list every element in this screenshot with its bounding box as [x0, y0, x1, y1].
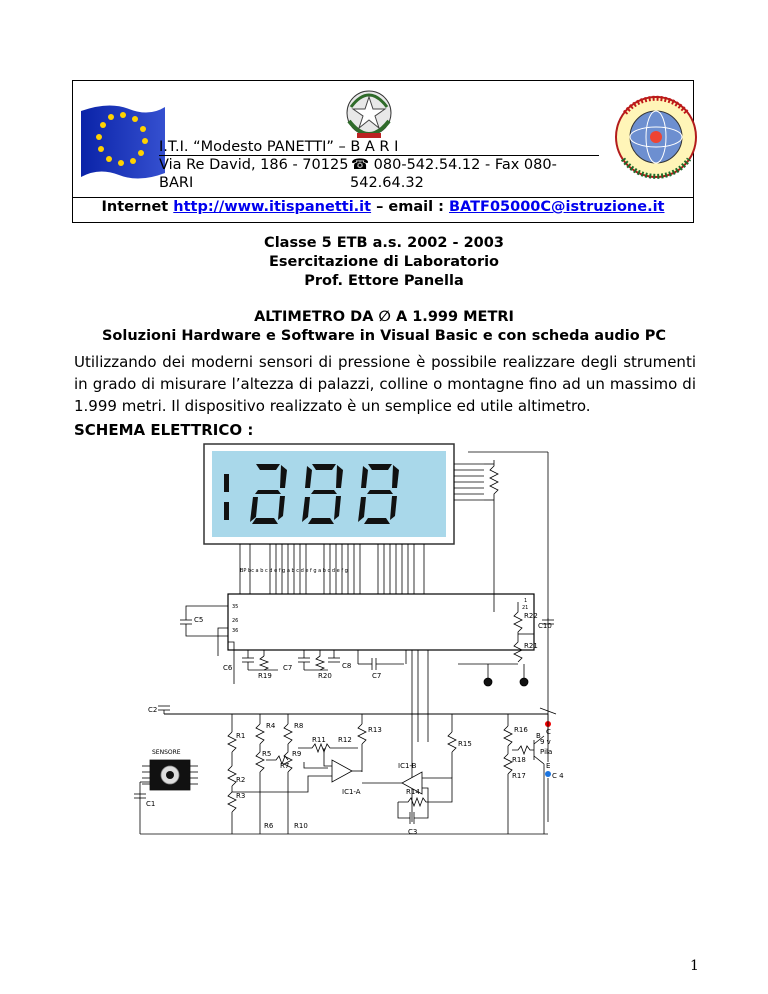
intro-paragraph: Utilizzando dei moderni sensori di pressione è possibile realizzare degli strumenti in grado di misurare l’altezza di palazzi, colline o montagne fino ad un massimo di 1.999 metri. Il dispositivo realizzato è un semplice ed utile altimetro.	[74, 353, 696, 415]
course-teacher: Prof. Ettore Panella	[304, 273, 464, 289]
svg-text:C10: C10	[538, 622, 552, 630]
svg-text:IC1-B: IC1-B	[398, 762, 417, 770]
phone-fax-line-1: ☎ 080-542.54.12 - Fax 080-	[351, 157, 557, 173]
svg-text:R21: R21	[524, 642, 538, 650]
address-line-1: Via Re David, 186 - 70125	[159, 157, 349, 173]
svg-text:C: C	[546, 728, 551, 736]
svg-text:C1: C1	[146, 800, 156, 808]
header-rule	[73, 197, 693, 198]
page-number: 1	[690, 958, 699, 974]
letterhead	[72, 80, 694, 223]
circuit-schematic	[128, 442, 564, 840]
svg-text:C8: C8	[342, 662, 352, 670]
svg-text:R9: R9	[292, 750, 302, 758]
svg-text:R2: R2	[236, 776, 246, 784]
svg-text:C3: C3	[408, 828, 418, 836]
svg-text:IC1-A: IC1-A	[342, 788, 361, 796]
svg-text:R14: R14	[406, 788, 420, 796]
svg-text:R15: R15	[458, 740, 472, 748]
battery-label: Pila	[540, 748, 553, 756]
course-activity: Esercitazione di Laboratorio	[268, 254, 500, 270]
svg-text:R12: R12	[338, 736, 352, 744]
svg-text:BP bc a b c d e f g a: BP bc a b c d e f g a b c d e f g a b c d e f g	[240, 568, 348, 574]
school-logo-icon	[613, 89, 699, 185]
svg-text:R13: R13	[368, 726, 382, 734]
pressure-sensor-icon	[142, 760, 198, 790]
svg-text:R4: R4	[266, 722, 276, 730]
internet-label: Internet	[101, 199, 174, 215]
svg-text:R20: R20	[318, 672, 332, 680]
svg-text:C7: C7	[372, 672, 382, 680]
svg-text:C7: C7	[283, 664, 293, 672]
svg-text:36: 36	[232, 628, 239, 634]
address-line-2: BARI	[159, 175, 194, 191]
italian-republic-emblem-icon	[343, 87, 395, 143]
document-title: ALTIMETRO DA ∅ A 1.999 METRI	[254, 309, 514, 325]
svg-text:R3: R3	[236, 792, 246, 800]
svg-text:R6: R6	[264, 822, 274, 830]
svg-text:R11: R11	[312, 736, 326, 744]
phone-fax-line-2: 542.64.32	[350, 175, 424, 191]
svg-text:E: E	[546, 762, 551, 770]
sensor-label: SENSORE	[152, 749, 181, 756]
svg-text:35: 35	[232, 604, 239, 610]
document-subtitle: Soluzioni Hardware e Software in Visual Basic e con scheda audio PC	[101, 328, 667, 344]
svg-text:C6: C6	[223, 664, 233, 672]
svg-text:B: B	[536, 732, 541, 740]
svg-text:C 4: C 4	[552, 772, 564, 780]
header-divider	[159, 155, 599, 156]
svg-text:26: 26	[232, 618, 239, 624]
eu-flag-icon	[79, 97, 167, 185]
svg-text:R7: R7	[280, 762, 290, 770]
svg-text:R1: R1	[236, 732, 246, 740]
svg-text:R5: R5	[262, 750, 272, 758]
svg-text:R8: R8	[294, 722, 304, 730]
svg-text:R19: R19	[258, 672, 272, 680]
svg-text:R22: R22	[524, 612, 538, 620]
svg-text:21: 21	[522, 605, 529, 611]
section-heading: SCHEMA ELETTRICO :	[74, 421, 254, 439]
battery-voltage-label: 9 v	[540, 738, 551, 746]
svg-text:R17: R17	[512, 772, 526, 780]
input-network	[134, 714, 551, 834]
email-label: – email :	[371, 199, 449, 215]
label-c5: C5	[194, 616, 204, 624]
ic-chip	[228, 594, 534, 650]
svg-text:C2: C2	[148, 706, 158, 714]
svg-text:1: 1	[524, 598, 528, 604]
website-link[interactable]: http://www.itispanetti.it	[173, 199, 372, 215]
email-link[interactable]: BATF05000C@istruzione.it	[449, 199, 665, 215]
svg-text:R18: R18	[512, 756, 526, 764]
contact-line	[73, 199, 693, 215]
svg-text:R10: R10	[294, 822, 308, 830]
svg-text:R16: R16	[514, 726, 528, 734]
course-class: Classe 5 ETB a.s. 2002 - 2003	[264, 235, 504, 251]
school-name: I.T.I. “Modesto PANETTI” – B A R I	[159, 139, 399, 155]
